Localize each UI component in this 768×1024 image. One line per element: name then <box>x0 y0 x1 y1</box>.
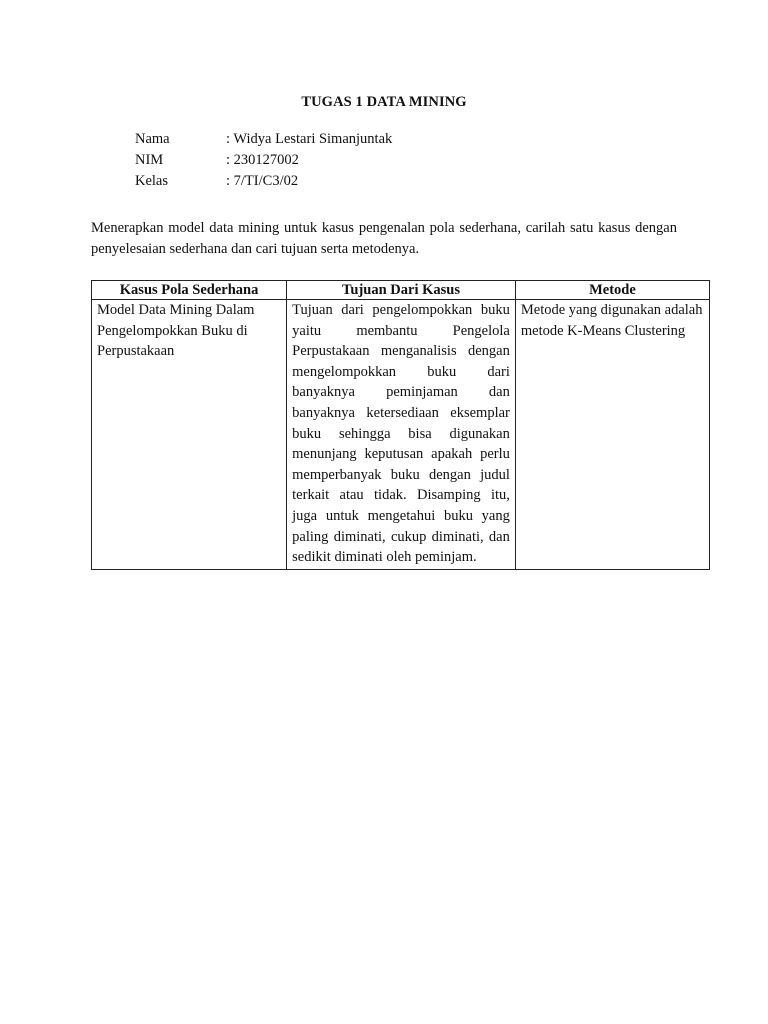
table-cell-metode: Metode yang digunakan adalah metode K-Means Clustering <box>515 300 709 570</box>
info-label: Kelas <box>135 173 169 189</box>
table-cell-tujuan: Tujuan dari pengelompokkan buku yaitu membantu Pengelola Perpustakaan menganalisis dengan mengelompokkan buku dari banyaknya peminjaman dan banyaknya ketersediaan eksemplar buku sehingga bisa digunakan menunjang keputusan apakah perlu memperbanyak buku dengan judul terkait atau tidak. Disamping itu, juga untuk mengetahui buku yang paling diminati, cukup diminati, dan sedikit diminati oleh peminjam. <box>287 300 516 570</box>
info-value: : 230127002 <box>226 152 299 168</box>
document-title: TUGAS 1 DATA MINING <box>301 94 467 110</box>
table-header-row <box>92 281 710 300</box>
table-row <box>92 300 710 570</box>
info-row-nim <box>135 150 392 171</box>
info-row-kelas <box>135 171 392 192</box>
info-label: Nama <box>135 131 170 147</box>
intro-paragraph: Menerapkan model data mining untuk kasus pengenalan pola sederhana, carilah satu kasus dengan penyelesaian sederhana dan cari tujuan serta metodenya. <box>91 220 677 257</box>
table-header-cell: Metode <box>515 281 709 300</box>
table-header-cell: Tujuan Dari Kasus <box>287 281 516 300</box>
info-value: : 7/TI/C3/02 <box>226 173 299 189</box>
info-row-nama <box>135 129 392 150</box>
student-info <box>135 129 392 192</box>
table-header-cell: Kasus Pola Sederhana <box>92 281 287 300</box>
info-label: NIM <box>135 152 164 168</box>
info-value: : Widya Lestari Simanjuntak <box>226 131 393 147</box>
case-table <box>91 280 710 570</box>
table-cell-kasus: Model Data Mining Dalam Pengelompokkan Buku di Perpustakaan <box>92 300 287 570</box>
